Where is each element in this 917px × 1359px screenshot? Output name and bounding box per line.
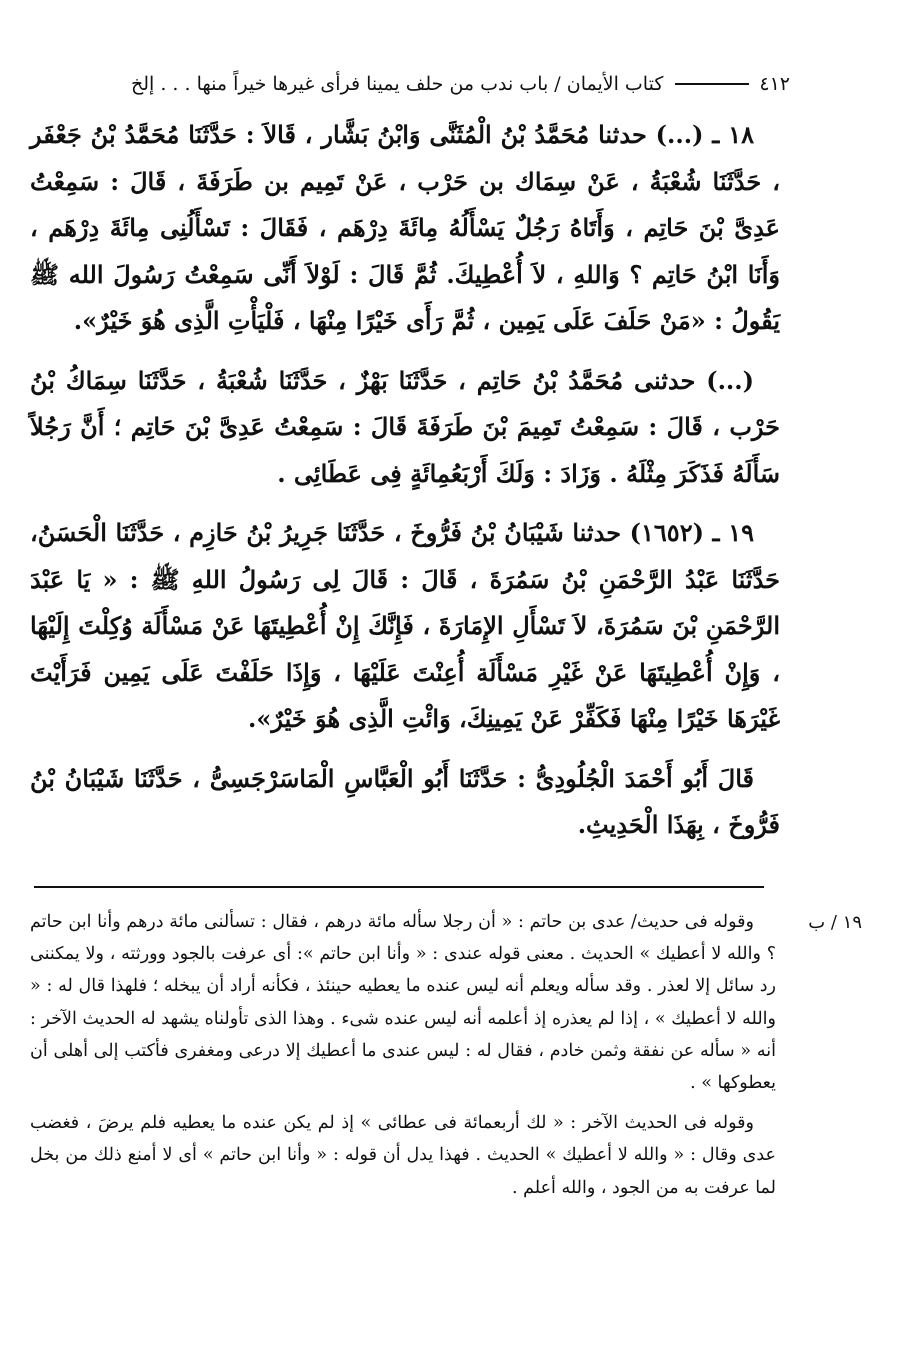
- running-title: كتاب الأيمان / باب ندب من حلف يمينا فرأى غيرها خيراً منها . . . إلخ: [130, 73, 664, 95]
- hadith-paragraph-18: ١٨ ـ (...) حدثنا مُحَمَّدُ بْنُ الْمُثَنَّى وَابْنُ بَشَّار ، قَالاَ : حَدَّثَنَا مُحَمَّدُ بْنُ جَعْفَر ، حَدَّثَنَا شُعْبَةُ ، عَنْ سِمَاك بن حَرْب ، عَنْ تَمِيم بن طَرَفَةَ ، قَالَ : سَمِعْتُ عَدِىَّ بْنَ حَاتِم ، وَأَتَاهُ رَجُلٌ يَسْأَلُهُ مِائَةَ دِرْهَم ، فَقَالَ : تَسْأَلُنِى مِائَةَ دِرْهَم ، وَأَنَا ابْنُ حَاتِم ؟ وَاللهِ ، لاَ أُعْطِيكَ. ثُمَّ قَالَ : لَوْلاَ أَنِّى سَمِعْتُ رَسُولَ الله ﷺ يَقُولُ : «مَنْ حَلَفَ عَلَى يَمِين ، ثُمَّ رَأَى خَيْرًا مِنْهَا ، فَلْيَأْتِ الَّذِى هُوَ خَيْرٌ».: [30, 120, 780, 335]
- narrator-note: قَالَ أَبُو أَحْمَدَ الْجُلُودِىُّ : حَدَّثَنَا أَبُو الْعَبَّاسِ الْمَاسَرْجَسِىُّ ، حَدَّثَنَا شَيْبَانُ بْنُ فَرُّوخَ ، بِهَذَا الْحَدِيثِ.: [30, 763, 780, 839]
- footnote-divider: [34, 886, 764, 888]
- header-rule: [675, 83, 749, 85]
- page-number: ٤١٢: [759, 73, 790, 95]
- hadith-text: [30, 112, 780, 849]
- hadith-paragraph-19: ١٩ ـ (١٦٥٢) حدثنا شَيْبَانُ بْنُ فَرُّوخَ ، حَدَّثَنَا جَرِيرُ بْنُ حَازِم ، حَدَّثَنَا الْحَسَنُ، حَدَّثَنَا عَبْدُ الرَّحْمَنِ بْنُ سَمُرَةَ ، قَالَ : قَالَ لِى رَسُولُ اللهِ ﷺ : « يَا عَبْدَ الرَّحْمَنِ بْنَ سَمُرَةَ، لاَ تَسْأَلِ الإِمَارَةَ ، فَإِنَّكَ إِنْ أُعْطِيتَهَا عَنْ مَسْأَلَة وُكِلْتَ إِلَيْهَا ، وَإِنْ أُعْطِيتَهَا عَنْ غَيْرِ مَسْأَلَة أُعِنْتَ عَلَيْهَا ، وَإِذَا حَلَفْتَ عَلَى يَمِين فَرَأَيْتَ غَيْرَهَا خَيْرًا مِنْهَا فَكَفِّرْ عَنْ يَمِينِكَ، وَائْتِ الَّذِى هُوَ خَيْرٌ».: [30, 518, 780, 733]
- running-header: [30, 64, 790, 104]
- commentary-text: [30, 906, 776, 1204]
- commentary-paragraph: وقوله فى حديث/ عدى بن حاتم : « أن رجلا سأله مائة درهم ، فقال : تسألنى مائة درهم وأنا ابن حاتم ؟ والله لا أعطيك » الحديث . معنى قوله عندى : « وأنا ابن حاتم »: أى عرفت بالجود وورثته ، ولا يمكننى رد سائل إلا لعذر . وقد سأله ويعلم أنه ليس عنده ما يعطيه حينئذ ، فكأنه أراد أن يبخله ؛ فلهذا قال له : « والله لا أعطيك » ، إذا لم يعذره إذ أعلمه أنه ليس عنده شىء . وهذا الذى تأولناه يشهد له الحديث الآخر : أنه « سأله عن نفقة وثمن خادم ، فقال له : ليس عندى ما أعطيك إلا درعى ومغفرى فأكتب إلى أهلى أن يعطوكها » .: [30, 912, 776, 1094]
- hadith-paragraph-18-variant: (...) حدثنى مُحَمَّدُ بْنُ حَاتِم ، حَدَّثَنَا بَهْزٌ ، حَدَّثَنَا شُعْبَةُ ، حَدَّثَنَا سِمَاكُ بْنُ حَرْب ، قَالَ : سَمِعْتُ تَمِيمَ بْنَ طَرَفَةَ قَالَ : سَمِعْتُ عَدِىَّ بْنَ حَاتِم ؛ أَنَّ رَجُلاً سَأَلَهُ فَذَكَرَ مِثْلَهُ . وَزَادَ : وَلَكَ أَرْبَعُمِائَةٍ فِى عَطَائِى .: [30, 365, 780, 488]
- commentary-paragraph: وقوله فى الحديث الآخر : « لك أربعمائة فى عطائى » إذ لم يكن عنده ما يعطيه فلم يرضَ ، فغضب عدى وقال : « والله لا أعطيك » الحديث . فهذا يدل أن قوله : « وأنا ابن حاتم » أى لا أمنع ذلك من بخل لما عرفت به من الجود ، والله أعلم .: [30, 1113, 776, 1198]
- manuscript-folio-reference: ١٩ / ب: [808, 912, 862, 933]
